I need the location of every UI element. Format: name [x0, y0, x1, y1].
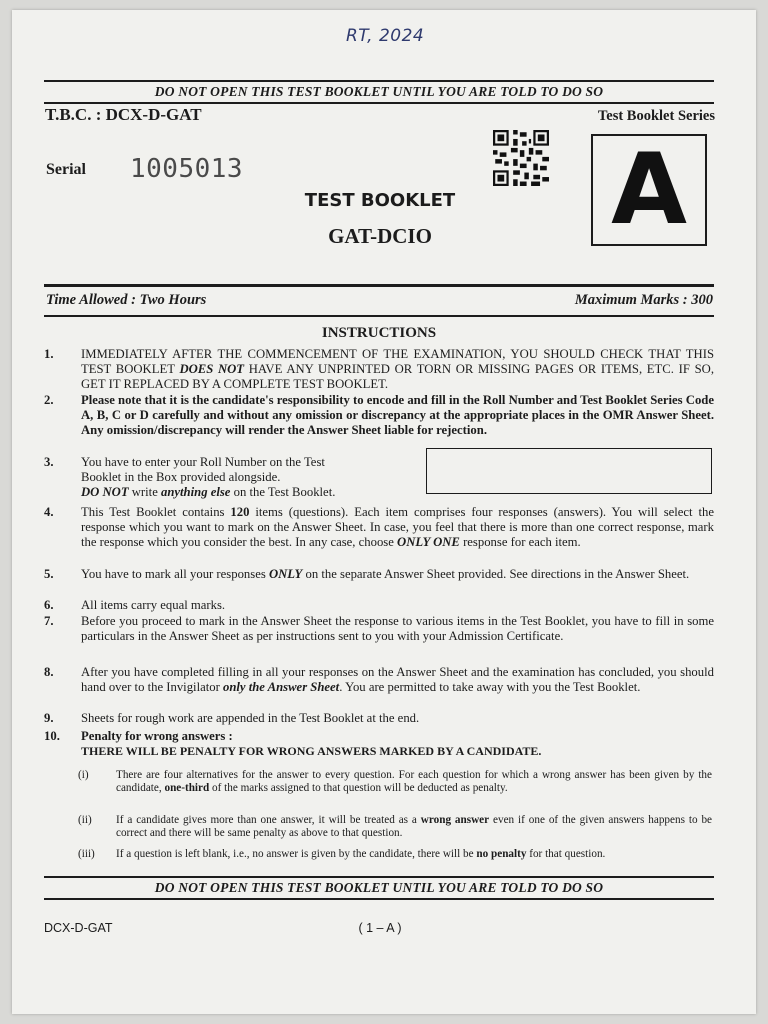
meta-rule-top	[44, 284, 714, 287]
item-number: 3.	[44, 455, 54, 469]
serial-label: Serial	[46, 161, 86, 178]
page-number: ( 1 – A )	[358, 921, 402, 935]
item-text: You have to enter your Roll Number on the Test Booklet in the Box provided alongside. DO NOT write anything else on the Test Booklet.	[81, 455, 336, 499]
series-label: Test Booklet Series	[597, 108, 715, 124]
time-allowed: Time Allowed : Two Hours	[46, 292, 207, 308]
item-number: 6.	[44, 598, 54, 612]
item-number: 10.	[44, 729, 60, 743]
instructions-heading: INSTRUCTIONS	[321, 325, 437, 341]
meta-rule-bottom	[44, 315, 714, 317]
bottom-warning-banner: DO NOT OPEN THIS TEST BOOKLET UNTIL YOU ARE TOLD TO DO SO	[154, 880, 604, 895]
item-text: Before you proceed to mark in the Answer Sheet the response to various items in the Test Booklet, you have to fill in some particulars in the Answer Sheet as per instructions sent to you with your Admission Certificate.	[81, 614, 714, 643]
item-number: 1.	[44, 347, 54, 361]
item-text: Sheets for rough work are appended in the Test Booklet at the end.	[81, 711, 420, 725]
item-text: Penalty for wrong answers : THERE WILL BE PENALTY FOR WRONG ANSWERS MARKED BY A CANDIDATE.	[81, 729, 542, 758]
top-rule	[44, 80, 714, 82]
sub-number: (iii)	[78, 848, 95, 860]
maximum-marks: Maximum Marks : 300	[574, 292, 713, 308]
bottom-rule-2	[44, 898, 714, 900]
qr-code-icon	[493, 130, 549, 186]
item-number: 4.	[44, 505, 54, 519]
sub-text: There are four alternatives for the answer to every question. For each question for which a wrong answer has been given by the candidate, one-third of the marks assigned to that question will be deducted as penalty.	[116, 769, 712, 794]
top-warning-banner: DO NOT OPEN THIS TEST BOOKLET UNTIL YOU ARE TOLD TO DO SO	[154, 84, 604, 99]
item-text: You have to mark all your responses ONLY on the separate Answer Sheet provided. See directions in the Answer Sheet.	[81, 567, 690, 581]
series-code-box	[591, 134, 707, 246]
item-number: 7.	[44, 614, 54, 628]
series-letter: A	[611, 133, 687, 247]
item-text: After you have completed filling in all your responses on the Answer Sheet and the examination has concluded, you should hand over to the Invigilator only the Answer Sheet. You are permitted to take away with you the Test Booklet.	[81, 665, 714, 694]
booklet-title: TEST BOOKLET	[304, 190, 456, 211]
serial-number: 1005013	[130, 154, 244, 184]
roll-number-box	[426, 448, 712, 494]
handwritten-note: RT, 2024	[346, 26, 425, 46]
sub-text: If a question is left blank, i.e., no answer is given by the candidate, there will be no penalty for that question.	[116, 848, 606, 860]
item-text: This Test Booklet contains 120 items (questions). Each item comprises four responses (answers). You will select the response which you want to mark on the Answer Sheet. In case, you feel that there is more than one correct response, mark the response which you consider the best. In any case, choose ONLY ONE response for each item.	[81, 505, 714, 549]
footer-code: DCX-D-GAT	[44, 921, 113, 935]
item-text: All items carry equal marks.	[81, 598, 226, 612]
item-text: Please note that it is the candidate's responsibility to encode and fill in the Roll Number and Test Booklet Series Code A, B, C or D carefully and without any omission or discrepancy at the appropriate places in the OMR Answer Sheet. Any omission/discrepancy will render the Answer Sheet liable for rejection.	[81, 393, 714, 437]
item-text: IMMEDIATELY AFTER THE COMMENCEMENT OF THE EXAMINATION, YOU SHOULD CHECK THAT THIS TEST BOOKLET DOES NOT HAVE ANY UNPRINTED OR TORN OR MISSING PAGES OR ITEMS, ETC. IF SO, GET IT REPLACED BY A COMPLETE TEST BOOKLET.	[81, 347, 714, 391]
bottom-rule	[44, 876, 714, 878]
item-number: 2.	[44, 393, 54, 407]
tbc-code: T.B.C. : DCX-D-GAT	[45, 105, 202, 124]
item-number: 8.	[44, 665, 54, 679]
sub-number: (i)	[78, 769, 89, 781]
booklet-code: GAT-DCIO	[328, 224, 432, 248]
sub-text: If a candidate gives more than one answer, it will be treated as a wrong answer even if one of the given answers happens to be correct and there will be same penalty as above to that question.	[116, 814, 712, 839]
top-rule-2	[44, 102, 714, 104]
item-number: 9.	[44, 711, 54, 725]
item-number: 5.	[44, 567, 54, 581]
sub-number: (ii)	[78, 814, 92, 826]
